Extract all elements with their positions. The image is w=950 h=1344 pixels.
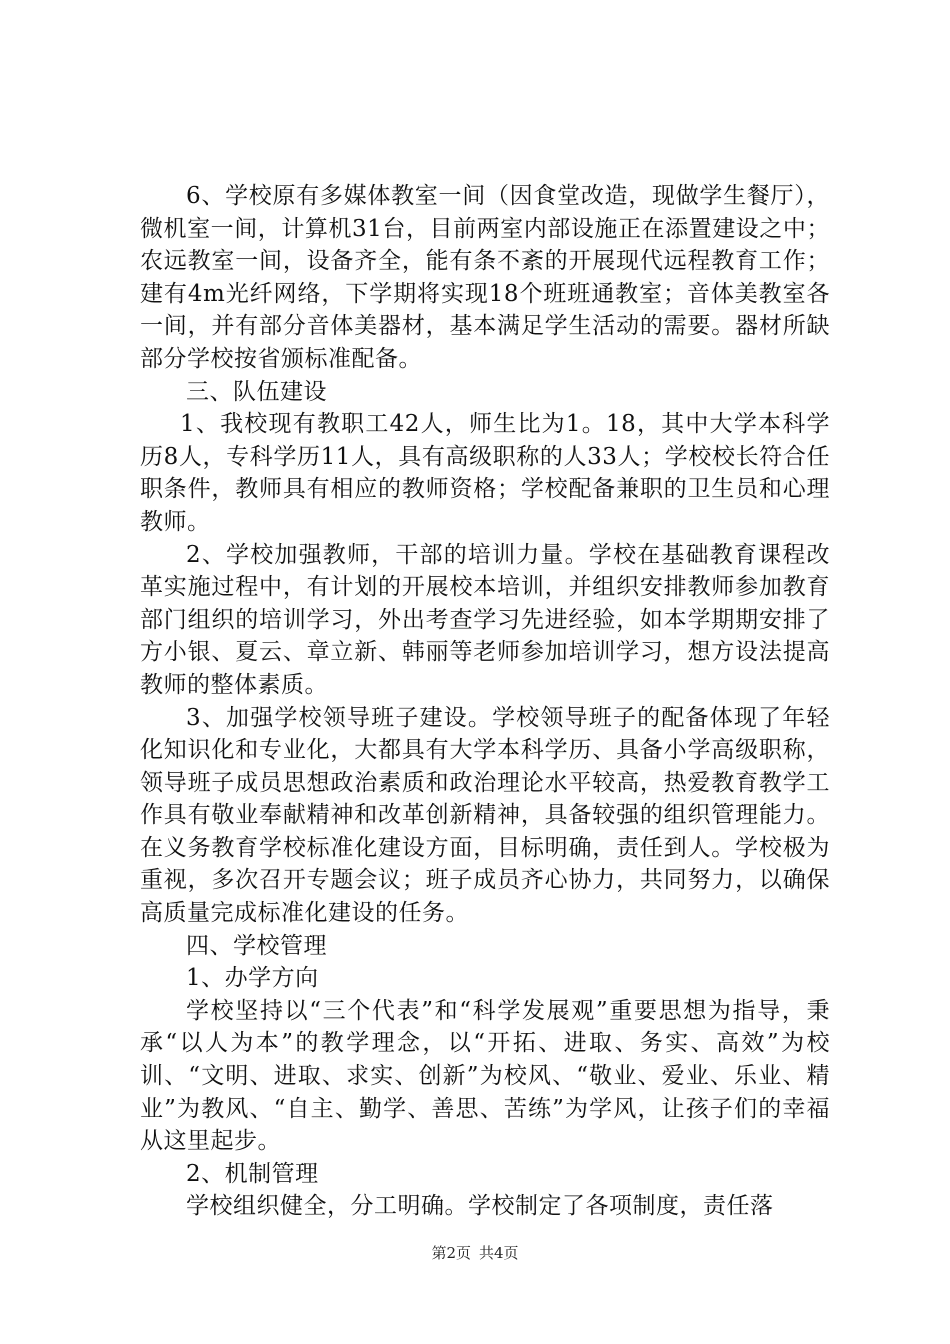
heading-team-building: 三、队伍建设 bbox=[186, 378, 327, 405]
paragraph-school-direction: 学校坚持以“三个代表”和“科学发展观”重要思想为指导，秉承“以人为本”的教学理念，以“开拓、进取、务实、高效”为校训、“文明、进取、求实、创新”为校风、“敬业、爱业、乐业、精业”为教风、“自主、勤学、善思、苦练”为学风，让孩子们的幸福从这里起步。 bbox=[140, 997, 830, 1155]
paragraph-facilities-6: 6、学校原有多媒体教室一间（因食堂改造，现做学生餐厅），微机室一间，计算机31台，目前两室内部设施正在添置建设之中；农远教室一间，设备齐全，能有条不紊的开展现代远程教育工作；建有4m光纤网络，下学期将实现18个班班通教室；音体美教室各一间，并有部分音体美器材，基本满足学生活动的需要。器材所缺部分学校按省颁标准配备。 bbox=[140, 183, 830, 372]
paragraph-staff-1: 1、我校现有教职工42人，师生比为1。18，其中大学本科学历8人，专科学历11人，具有高级职称的人33人；学校校长符合任职条件，教师具有相应的教师资格；学校配备兼职的卫生员和心理教师。 bbox=[140, 411, 830, 535]
heading-mechanism-management: 2、机制管理 bbox=[186, 1160, 319, 1187]
page-total: 共4页 bbox=[479, 1244, 519, 1262]
document-body bbox=[140, 180, 830, 1223]
paragraph-leadership-3: 3、加强学校领导班子建设。学校领导班子的配备体现了年轻化知识化和专业化，大都具有大学本科学历、具备小学高级职称，领导班子成员思想政治素质和政治理论水平较高，热爱教育教学工作具有敬业奉献精神和改革创新精神，具备较强的组织管理能力。在义务教育学校标准化建设方面，目标明确，责任到人。学校极为重视，多次召开专题会议；班子成员齐心协力，共同努力，以确保高质量完成标准化建设的任务。 bbox=[140, 704, 830, 927]
paragraph-training-2: 2、学校加强教师，干部的培训力量。学校在基础教育课程改革实施过程中，有计划的开展校本培训，并组织安排教师参加教育部门组织的培训学习，外出考查学习先进经验，如本学期期安排了方小银、夏云、章立新、韩丽等老师参加培训学习，想方设法提高教师的整体素质。 bbox=[140, 541, 830, 698]
heading-school-management: 四、学校管理 bbox=[186, 932, 327, 959]
page-footer bbox=[0, 1242, 950, 1263]
heading-school-direction: 1、办学方向 bbox=[186, 965, 319, 992]
page-number: 第2页 bbox=[431, 1244, 471, 1262]
paragraph-mechanism-management: 学校组织健全，分工明确。学校制定了各项制度，责任落 bbox=[186, 1193, 774, 1220]
